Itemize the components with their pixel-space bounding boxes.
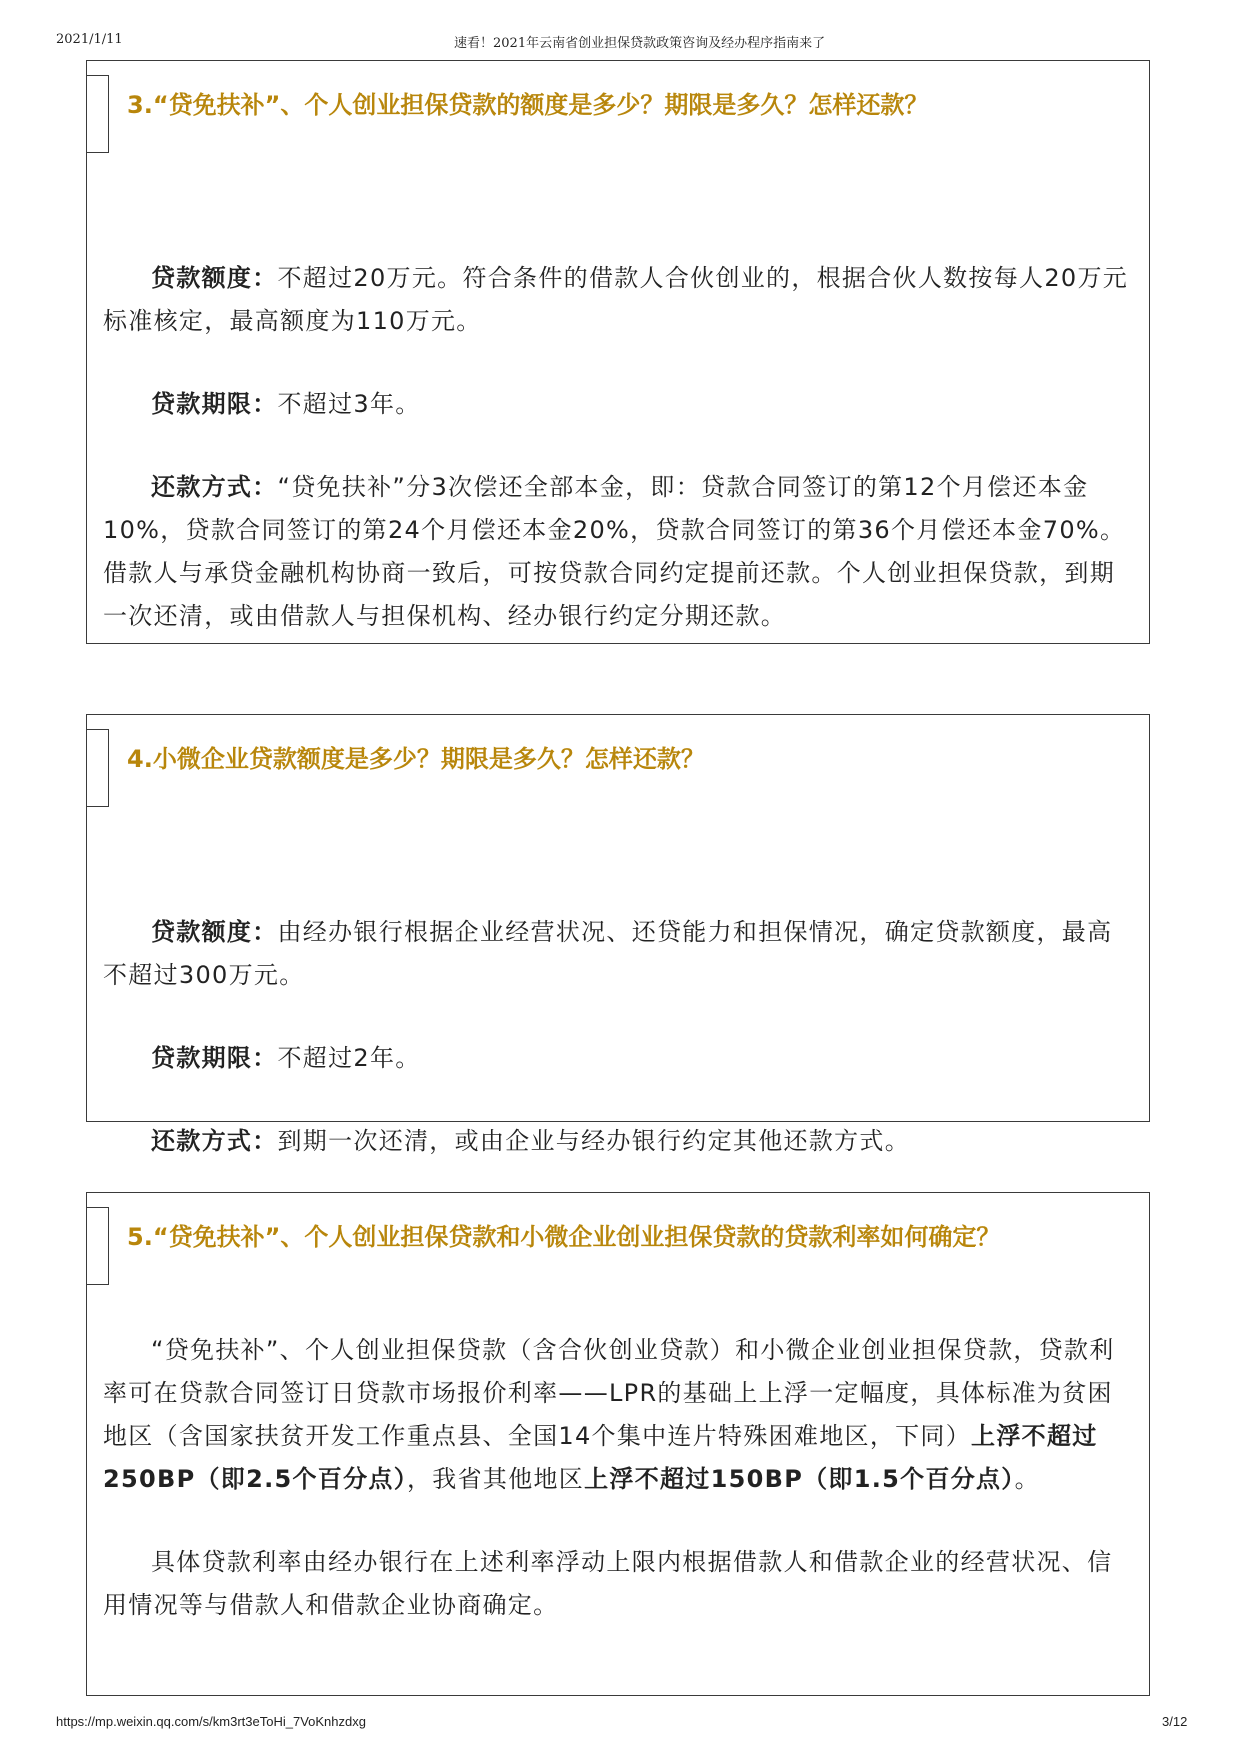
loan-term-text: 不超过3年。	[277, 390, 421, 418]
repayment-text: 到期一次还清，或由企业与经办银行约定其他还款方式。	[277, 1127, 910, 1155]
interest-rate-text-mid: ，我省其他地区	[407, 1465, 585, 1493]
repayment-paragraph	[103, 1120, 1135, 1163]
interest-rate-text-end: 。	[1014, 1465, 1040, 1493]
section-3-box	[86, 60, 1150, 644]
repayment-paragraph	[103, 466, 1135, 638]
loan-amount-text: 不超过20万元。符合条件的借款人合伙创业的，根据合伙人数按每人20万元标准核定，最高额度为110万元。	[103, 264, 1129, 335]
interest-rate-paragraph	[103, 1329, 1135, 1501]
print-date: 2021/1/11	[56, 32, 123, 47]
section-5-title: 5.“贷免扶补”、个人创业担保贷款和小微企业创业担保贷款的贷款利率如何确定？	[127, 1223, 1001, 1251]
section-5-body	[103, 1329, 1135, 1627]
section-4-box	[86, 714, 1150, 1155]
loan-amount-label: 贷款额度：	[151, 918, 278, 946]
section-5-box	[86, 1192, 1150, 1696]
loan-term-paragraph	[103, 1037, 1135, 1080]
other-area-rate-cap: 上浮不超过150BP（即1.5个百分点）	[584, 1465, 1015, 1493]
loan-amount-paragraph	[103, 257, 1135, 343]
repayment-text: “贷免扶补”分3次偿还全部本金，即：贷款合同签订的第12个月偿还本金10%，贷款合同签订的第24个月偿还本金20%，贷款合同签订的第36个月偿还本金70%。借款人与承贷金融机构协商一致后，可按贷款合同约定提前还款。个人创业担保贷款，到期一次还清，或由借款人与担保机构、经办银行约定分期还款。	[103, 473, 1126, 630]
rate-negotiation-text: 具体贷款利率由经办银行在上述利率浮动上限内根据借款人和借款企业的经营状况、信用情况等与借款人和借款企业协商确定。	[103, 1548, 1113, 1619]
rate-negotiation-paragraph	[103, 1541, 1135, 1627]
loan-amount-text: 由经办银行根据企业经营状况、还贷能力和担保情况，确定贷款额度，最高不超过300万元。	[103, 918, 1113, 989]
loan-term-paragraph	[103, 383, 1135, 426]
section-tab-marker	[87, 1207, 109, 1285]
loan-term-label: 贷款期限：	[151, 1044, 278, 1072]
loan-term-text: 不超过2年。	[277, 1044, 421, 1072]
print-title: 速看！2021年云南省创业担保贷款政策咨询及经办程序指南来了	[454, 36, 826, 51]
section-tab-marker	[87, 75, 109, 153]
section-4-body	[103, 911, 1135, 1163]
interest-rate-text: “贷免扶补”、个人创业担保贷款（含合伙创业贷款）和小微企业创业担保贷款，贷款利率可在贷款合同签订日贷款市场报价利率——LPR的基础上上浮一定幅度，具体标准为贫困地区（含国家扶贫开发工作重点县、全国14个集中连片特殊困难地区，下同）	[103, 1336, 1115, 1450]
repayment-label: 还款方式：	[151, 1127, 278, 1155]
source-url: https://mp.weixin.qq.com/s/km3rt3eToHi_7VoKnhzdxg	[56, 1714, 366, 1729]
loan-amount-label: 贷款额度：	[151, 264, 278, 292]
page-number: 3/12	[1162, 1714, 1188, 1729]
section-tab-marker	[87, 729, 109, 807]
poor-area-rate-cap: 上浮不超过250BP（即2.5个百分点）	[103, 1422, 1098, 1493]
section-3-body	[103, 257, 1135, 638]
section-4-title: 4.小微企业贷款额度是多少？期限是多久？怎样还款？	[127, 745, 705, 773]
repayment-label: 还款方式：	[151, 473, 278, 501]
loan-amount-paragraph	[103, 911, 1135, 997]
section-3-title: 3.“贷免扶补”、个人创业担保贷款的额度是多少？期限是多久？怎样还款？	[127, 91, 929, 119]
loan-term-label: 贷款期限：	[151, 390, 278, 418]
